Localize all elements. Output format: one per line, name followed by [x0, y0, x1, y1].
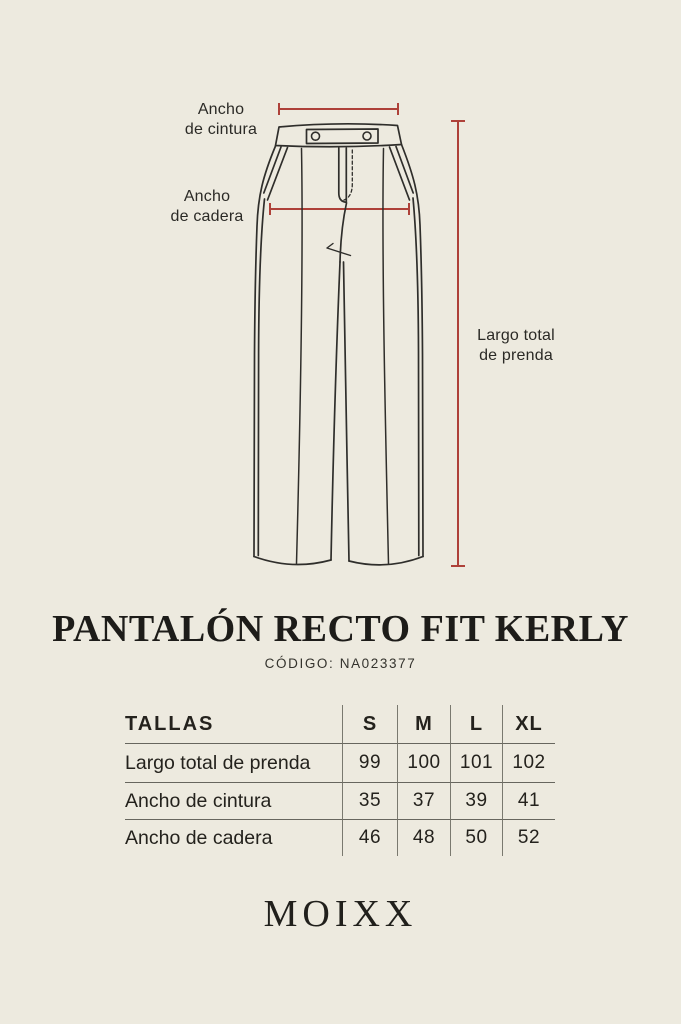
size-table [125, 705, 555, 856]
hip-measure-line [270, 203, 409, 215]
hip-width-label [144, 187, 270, 227]
table-row-label: Largo total de prenda [125, 744, 342, 783]
brand-logo: MOIXX [263, 893, 418, 935]
waist-width-label-line1: Ancho [197, 101, 245, 118]
table-value: 100 [397, 744, 450, 783]
left-button [312, 132, 320, 140]
left-hem [254, 557, 331, 565]
hip-width-label-line1: Ancho [183, 188, 231, 205]
table-value: 102 [502, 744, 555, 783]
size-column-header-m: M [397, 705, 450, 744]
table-value: 41 [502, 783, 555, 820]
table-value: 35 [342, 783, 397, 820]
table-value: 39 [450, 783, 502, 820]
table-value: 37 [397, 783, 450, 820]
product-code: CÓDIGO: NA023377 [264, 656, 417, 671]
right-hem [349, 557, 423, 565]
right-crease-line [383, 149, 389, 565]
table-row-label: Ancho de cadera [125, 826, 273, 849]
hip-width-label-line2: de cadera [170, 208, 244, 225]
table-value: 50 [450, 820, 502, 856]
size-column-header-s: S [342, 705, 397, 744]
table-row-label: Ancho de cintura [125, 783, 342, 820]
total-length-label-line1: Largo total [477, 327, 555, 344]
table-value: 46 [342, 820, 397, 856]
right-outer-seam [402, 145, 424, 557]
right-outer-seam-stitch [413, 198, 419, 556]
left-inseam [331, 262, 340, 560]
pants-outline-group [254, 124, 423, 565]
crotch-notch-mark [327, 244, 351, 256]
right-button [363, 132, 371, 140]
waist-width-label-line2: de cintura [184, 121, 258, 138]
fly-left-edge [339, 148, 346, 202]
product-title: PANTALÓN RECTO FIT KERLY [52, 608, 629, 650]
right-inseam [344, 262, 350, 561]
table-value: 52 [502, 820, 555, 856]
waistband-button-tab [307, 129, 379, 144]
waist-width-label [158, 100, 284, 140]
table-value: 101 [450, 744, 502, 783]
table-value: 99 [342, 744, 397, 783]
total-length-label [454, 326, 578, 366]
waist-measure-line [279, 103, 398, 115]
left-crease-line [297, 149, 303, 564]
table-value: 48 [397, 820, 450, 856]
left-outer-seam-stitch [258, 199, 264, 556]
size-column-header-l: L [450, 705, 502, 744]
measurement-lines [270, 103, 465, 566]
size-column-header-xl: XL [502, 705, 555, 744]
size-table-header-tallas: TALLAS [125, 705, 342, 744]
total-length-label-line2: de prenda [479, 347, 553, 364]
